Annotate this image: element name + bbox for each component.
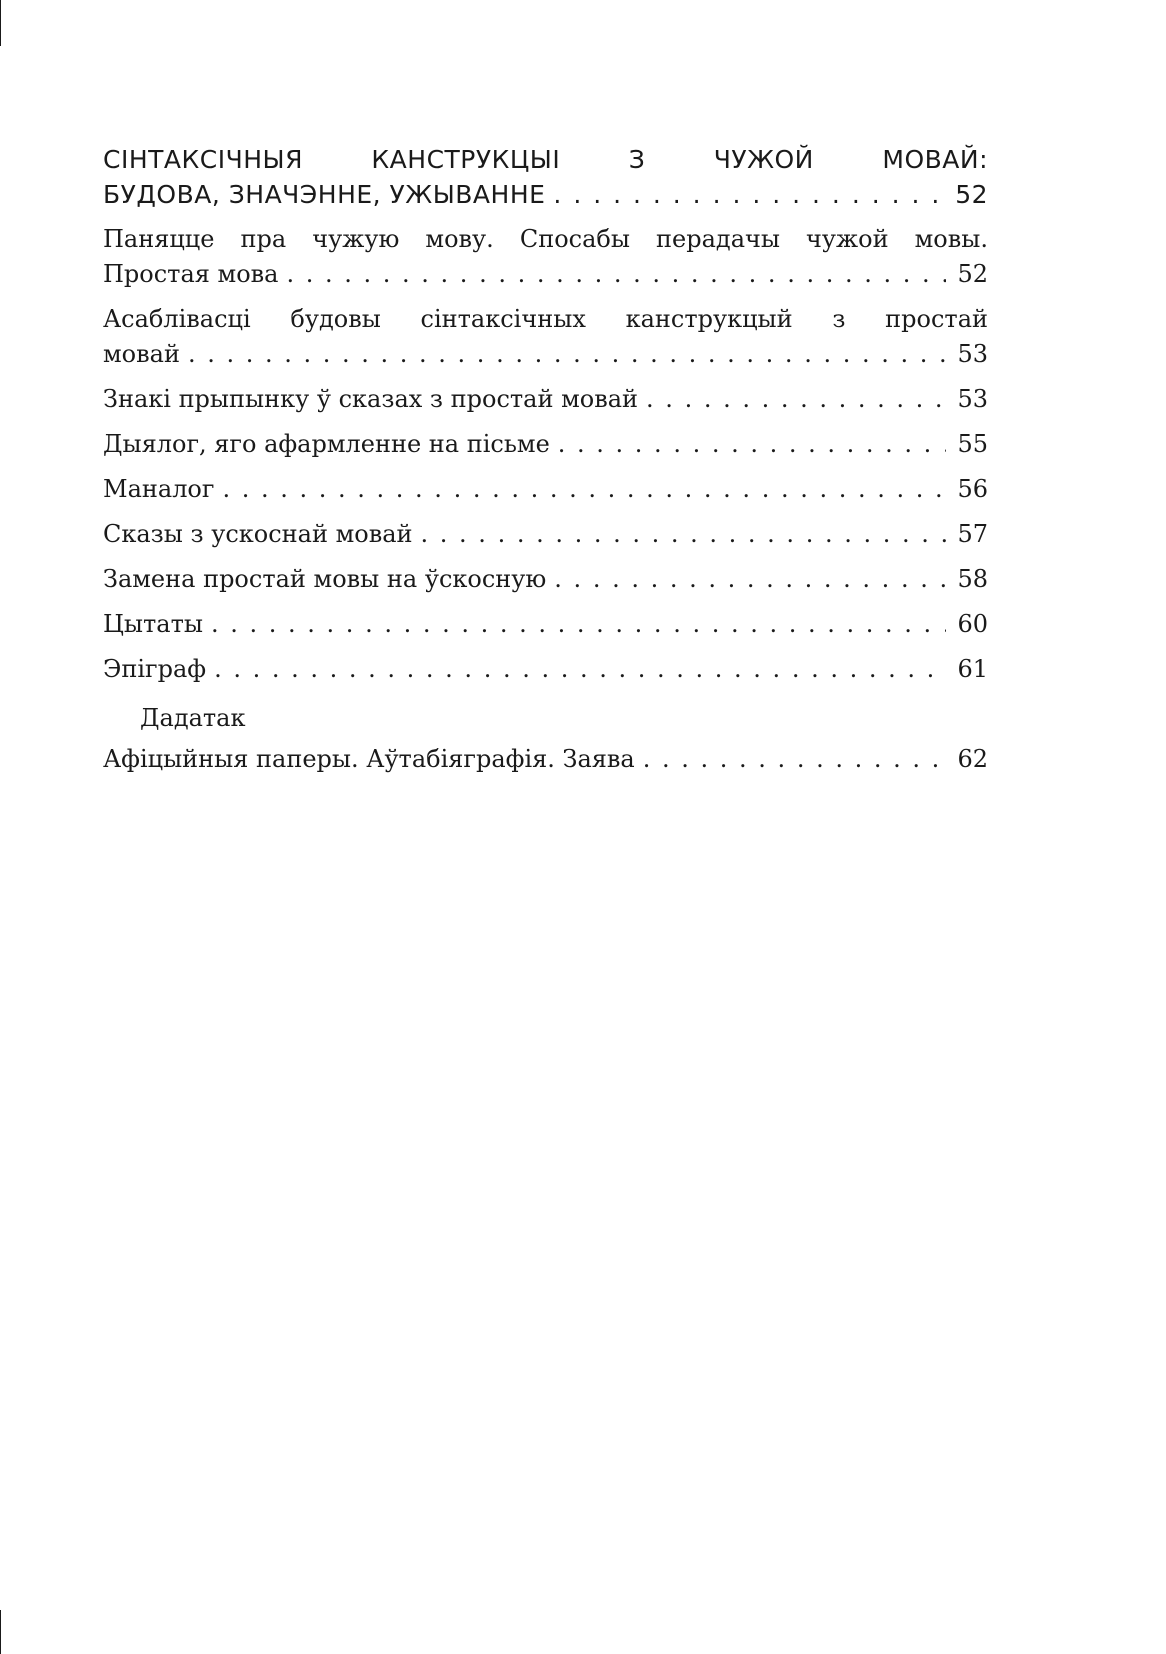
page-number: 56 xyxy=(957,475,988,503)
dot-leader xyxy=(646,382,946,417)
dot-leader xyxy=(558,427,946,462)
page-number: 52 xyxy=(957,260,988,288)
page-number: 60 xyxy=(957,610,988,638)
page-number: 55 xyxy=(957,430,988,458)
entry-line1: Паняцце пра чужую мову. Спосабы перадачы чужой мовы. xyxy=(103,225,988,253)
toc-entry[interactable] xyxy=(103,607,988,642)
page-number: 61 xyxy=(957,655,988,683)
section-title-line1: СІНТАКСІЧНЫЯ КАНСТРУКЦЫІ З ЧУЖОЙ МОВАЙ: xyxy=(103,145,988,174)
toc-entry[interactable] xyxy=(103,302,988,372)
dot-leader xyxy=(286,257,946,292)
toc-entry[interactable] xyxy=(103,427,988,462)
dot-leader xyxy=(421,517,946,552)
toc-entry-appendix[interactable] xyxy=(103,742,988,777)
page-number: 57 xyxy=(957,520,988,548)
page-number: 62 xyxy=(957,745,988,773)
section-title-line2: БУДОВА, ЗНАЧЭННЕ, УЖЫВАННЕ xyxy=(103,180,546,209)
entry-line2: мовай xyxy=(103,340,180,368)
toc-entry[interactable] xyxy=(103,222,988,292)
toc-entry[interactable] xyxy=(103,472,988,507)
entry-line1: Асаблівасці будовы сінтаксічных канструкцый з простай xyxy=(103,305,988,333)
toc-entry[interactable] xyxy=(103,652,988,687)
entry-title: Замена простай мовы на ўскосную xyxy=(103,565,547,593)
page-number: 53 xyxy=(957,385,988,413)
dot-leader xyxy=(188,337,946,372)
entry-title: Сказы з ускоснай мовай xyxy=(103,520,413,548)
entry-line2: Простая мова xyxy=(103,260,279,288)
toc-entry[interactable] xyxy=(103,517,988,552)
toc-entry[interactable] xyxy=(103,382,988,417)
dot-leader xyxy=(554,562,946,597)
entry-title: Цытаты xyxy=(103,610,203,638)
crop-mark-bottom xyxy=(0,1610,1,1654)
entry-title: Афіцыйныя паперы. Аўтабіяграфія. Заява xyxy=(103,745,635,773)
page-number: 52 xyxy=(955,180,988,209)
dot-leader xyxy=(211,607,946,642)
table-of-contents xyxy=(103,142,988,777)
dot-leader xyxy=(553,177,946,212)
toc-entry[interactable] xyxy=(103,562,988,597)
appendix-label: Дадатак xyxy=(140,704,246,732)
dot-leader xyxy=(643,742,946,777)
entry-title: Дыялог, яго афармленне на пісьме xyxy=(103,430,550,458)
dot-leader xyxy=(214,652,946,687)
crop-mark-top xyxy=(0,0,1,46)
dot-leader xyxy=(222,472,946,507)
entry-title: Маналог xyxy=(103,475,215,503)
page-number: 53 xyxy=(957,340,988,368)
entry-title: Эпіграф xyxy=(103,655,207,683)
entry-title: Знакі прыпынку ў сказах з простай мовай xyxy=(103,385,639,413)
toc-section-heading[interactable] xyxy=(103,142,988,212)
page-number: 58 xyxy=(957,565,988,593)
